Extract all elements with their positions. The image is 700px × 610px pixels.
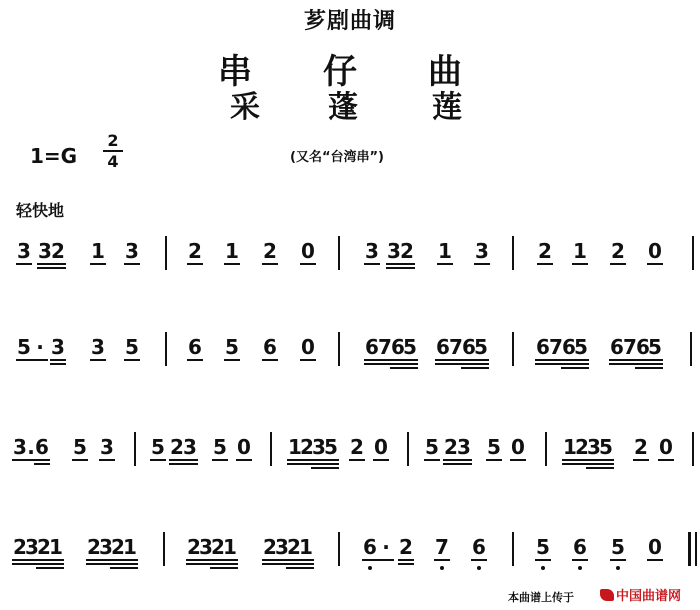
note: 2: [444, 435, 458, 459]
note: 2: [87, 535, 101, 559]
note: 6: [610, 335, 624, 359]
beam-underline: [222, 563, 238, 565]
note: 3: [387, 239, 401, 263]
beam-underline: [48, 563, 64, 565]
barline: [690, 332, 692, 366]
beam-underline: [537, 263, 553, 265]
note: 5: [17, 335, 31, 359]
beam-underline: [364, 263, 380, 265]
note: 6: [363, 535, 377, 559]
note: 0: [301, 239, 315, 263]
beam-underline: [398, 559, 414, 561]
barline: [338, 332, 340, 366]
note: 0: [648, 239, 662, 263]
beam-underline: [402, 359, 418, 361]
note: .: [27, 435, 35, 459]
beam-underline: [122, 559, 138, 561]
meter-bottom: 4: [107, 152, 119, 171]
beam-underline: [610, 559, 626, 561]
note: 2: [111, 535, 125, 559]
beam-underline: [471, 559, 487, 561]
barline: [165, 236, 167, 270]
beam-underline: [16, 359, 32, 361]
note: 2: [51, 239, 65, 263]
alias-text: (又名“台湾串”): [290, 150, 384, 165]
note: 0: [374, 435, 388, 459]
upload-note: 本曲谱上传于: [508, 591, 574, 604]
beam-underline: [510, 459, 526, 461]
beam-underline: [48, 559, 64, 561]
beam-underline: [90, 263, 106, 265]
note: 5: [487, 435, 501, 459]
note: 2: [263, 535, 277, 559]
beam-underline: [72, 459, 88, 461]
barline: [545, 432, 547, 466]
beam-underline: [572, 559, 588, 561]
tempo-marking: 轻快地: [16, 201, 65, 220]
staff-line-1: [0, 236, 700, 306]
beam-underline: [473, 359, 489, 361]
title-char-1: 串: [218, 52, 252, 92]
barline: [692, 432, 694, 466]
beam-underline: [349, 459, 365, 461]
low-octave-dot: [578, 566, 582, 570]
note: 2: [300, 435, 314, 459]
beam-underline: [236, 459, 252, 461]
note: 2: [611, 239, 625, 263]
beam-underline: [424, 459, 440, 461]
note: 3: [91, 335, 105, 359]
beam-underline: [122, 567, 138, 569]
note: 6: [636, 335, 650, 359]
note: 3: [475, 239, 489, 263]
note: 2: [538, 239, 552, 263]
beam-underline: [610, 263, 626, 265]
beam-underline: [16, 263, 32, 265]
note: 2: [350, 435, 364, 459]
beam-underline: [598, 463, 614, 465]
note: 6: [365, 335, 379, 359]
beam-underline: [473, 367, 489, 369]
note: 6: [562, 335, 576, 359]
note: 0: [511, 435, 525, 459]
beam-underline: [398, 563, 414, 565]
note: 5: [403, 335, 417, 359]
low-octave-dot: [440, 566, 444, 570]
beam-underline: [222, 567, 238, 569]
beam-underline: [633, 459, 649, 461]
beam-underline: [647, 363, 663, 365]
note: 3: [275, 535, 289, 559]
note: 3: [183, 435, 197, 459]
beam-underline: [298, 563, 314, 565]
note: 0: [648, 535, 662, 559]
barline: [512, 332, 514, 366]
note: 3: [100, 435, 114, 459]
note: 6: [391, 335, 405, 359]
beam-underline: [474, 263, 490, 265]
note: 6: [462, 335, 476, 359]
beam-underline: [224, 359, 240, 361]
note: 3: [365, 239, 379, 263]
subtitle-char-1: 采: [230, 90, 260, 125]
beam-underline: [437, 263, 453, 265]
beam-underline: [486, 459, 502, 461]
beam-underline: [378, 559, 394, 561]
barline: [407, 432, 409, 466]
beam-underline: [222, 559, 238, 561]
beam-underline: [182, 463, 198, 465]
note: 7: [549, 335, 563, 359]
beam-underline: [187, 263, 203, 265]
beam-underline: [573, 359, 589, 361]
beam-underline: [150, 459, 166, 461]
beam-underline: [473, 363, 489, 365]
beam-underline: [362, 559, 378, 561]
note: 1: [223, 535, 237, 559]
beam-underline: [598, 459, 614, 461]
barline: [692, 236, 694, 270]
beam-underline: [90, 359, 106, 361]
note: 3: [51, 335, 65, 359]
note: 5: [125, 335, 139, 359]
genre-heading: 芗剧曲调: [303, 9, 396, 34]
note: 3: [312, 435, 326, 459]
note: 0: [659, 435, 673, 459]
note: 1: [288, 435, 302, 459]
low-octave-dot: [616, 566, 620, 570]
note: 3: [13, 435, 27, 459]
beam-underline: [573, 363, 589, 365]
note: 3: [125, 239, 139, 263]
site-name: 中国曲谱网: [616, 589, 682, 604]
note: 6: [35, 435, 49, 459]
beam-underline: [300, 263, 316, 265]
time-signature: [103, 132, 123, 170]
note: ·: [36, 335, 44, 359]
note: 6: [472, 535, 486, 559]
beam-underline: [399, 263, 415, 265]
beam-underline: [598, 467, 614, 469]
note: 5: [151, 435, 165, 459]
note: 3: [457, 435, 471, 459]
note: 6: [263, 335, 277, 359]
beam-underline: [658, 459, 674, 461]
final-barline: [688, 532, 691, 566]
beam-underline: [99, 459, 115, 461]
beam-underline: [298, 559, 314, 561]
note: 1: [438, 239, 452, 263]
note: 5: [536, 535, 550, 559]
beam-underline: [535, 559, 551, 561]
beam-underline: [572, 263, 588, 265]
beam-underline: [50, 363, 66, 365]
note: 3: [25, 535, 39, 559]
beam-underline: [50, 263, 66, 265]
beam-underline: [402, 367, 418, 369]
note: 3: [199, 535, 213, 559]
beam-underline: [124, 263, 140, 265]
note: 7: [378, 335, 392, 359]
beam-underline: [456, 463, 472, 465]
note: 2: [575, 435, 589, 459]
beam-underline: [50, 267, 66, 269]
note: 2: [287, 535, 301, 559]
beam-underline: [50, 359, 66, 361]
note: 6: [573, 535, 587, 559]
final-barline-thick: [695, 532, 697, 566]
note: 3: [17, 239, 31, 263]
beam-underline: [323, 463, 339, 465]
beam-underline: [402, 363, 418, 365]
beam-underline: [647, 367, 663, 369]
beam-underline: [573, 367, 589, 369]
staff-line-2: [0, 332, 700, 402]
note: 2: [188, 239, 202, 263]
beam-underline: [647, 263, 663, 265]
site-logo: [600, 585, 681, 604]
beam-underline: [647, 559, 663, 561]
note: 2: [211, 535, 225, 559]
note: 6: [536, 335, 550, 359]
beam-underline: [122, 563, 138, 565]
note: 5: [611, 535, 625, 559]
beam-underline: [456, 459, 472, 461]
note: 2: [37, 535, 51, 559]
beam-underline: [262, 263, 278, 265]
barline: [134, 432, 136, 466]
low-octave-dot: [477, 566, 481, 570]
note: 5: [425, 435, 439, 459]
note: 5: [213, 435, 227, 459]
key-signature: 1=G: [30, 144, 78, 168]
beam-underline: [373, 459, 389, 461]
beam-underline: [182, 459, 198, 461]
beam-underline: [34, 463, 50, 465]
beam-underline: [224, 263, 240, 265]
beam-underline: [124, 359, 140, 361]
note: 7: [449, 335, 463, 359]
beam-underline: [32, 359, 48, 361]
staff-line-4: [0, 532, 700, 602]
note: 1: [123, 535, 137, 559]
note: 1: [91, 239, 105, 263]
note: 7: [435, 535, 449, 559]
note: 5: [474, 335, 488, 359]
beam-underline: [298, 567, 314, 569]
beam-underline: [647, 359, 663, 361]
barline: [163, 532, 165, 566]
note: 3: [38, 239, 52, 263]
site-logo-icon: [600, 589, 614, 601]
note: 2: [634, 435, 648, 459]
note: 0: [237, 435, 251, 459]
note: 5: [225, 335, 239, 359]
note: 3: [587, 435, 601, 459]
staff-line-3: [0, 432, 700, 502]
beam-underline: [434, 559, 450, 561]
note: 2: [399, 535, 413, 559]
beam-underline: [399, 267, 415, 269]
note: 5: [574, 335, 588, 359]
subtitle-char-3: 莲: [432, 90, 462, 125]
note: 0: [301, 335, 315, 359]
note: 1: [225, 239, 239, 263]
beam-underline: [48, 567, 64, 569]
barline: [165, 332, 167, 366]
meter-top: 2: [107, 131, 119, 150]
beam-underline: [34, 459, 50, 461]
note: 5: [73, 435, 87, 459]
note: 5: [599, 435, 613, 459]
note: 2: [170, 435, 184, 459]
title-char-2: 仔: [323, 52, 357, 92]
barline: [270, 432, 272, 466]
beam-underline: [323, 467, 339, 469]
note: 2: [263, 239, 277, 263]
note: 5: [648, 335, 662, 359]
beam-underline: [262, 359, 278, 361]
title-char-3: 曲: [428, 52, 462, 92]
note: 3: [99, 535, 113, 559]
beam-underline: [323, 459, 339, 461]
low-octave-dot: [541, 566, 545, 570]
barline: [512, 236, 514, 270]
note: 5: [324, 435, 338, 459]
note: ·: [382, 535, 390, 559]
note: 7: [623, 335, 637, 359]
barline: [338, 236, 340, 270]
note: 2: [187, 535, 201, 559]
note: 1: [299, 535, 313, 559]
beam-underline: [187, 359, 203, 361]
barline: [512, 532, 514, 566]
barline: [338, 532, 340, 566]
note: 1: [49, 535, 63, 559]
note: 2: [13, 535, 27, 559]
note: 2: [400, 239, 414, 263]
beam-underline: [212, 459, 228, 461]
note: 1: [573, 239, 587, 263]
note: 6: [188, 335, 202, 359]
low-octave-dot: [368, 566, 372, 570]
note: 1: [563, 435, 577, 459]
note: 6: [436, 335, 450, 359]
beam-underline: [300, 359, 316, 361]
subtitle-char-2: 蓬: [328, 90, 358, 125]
